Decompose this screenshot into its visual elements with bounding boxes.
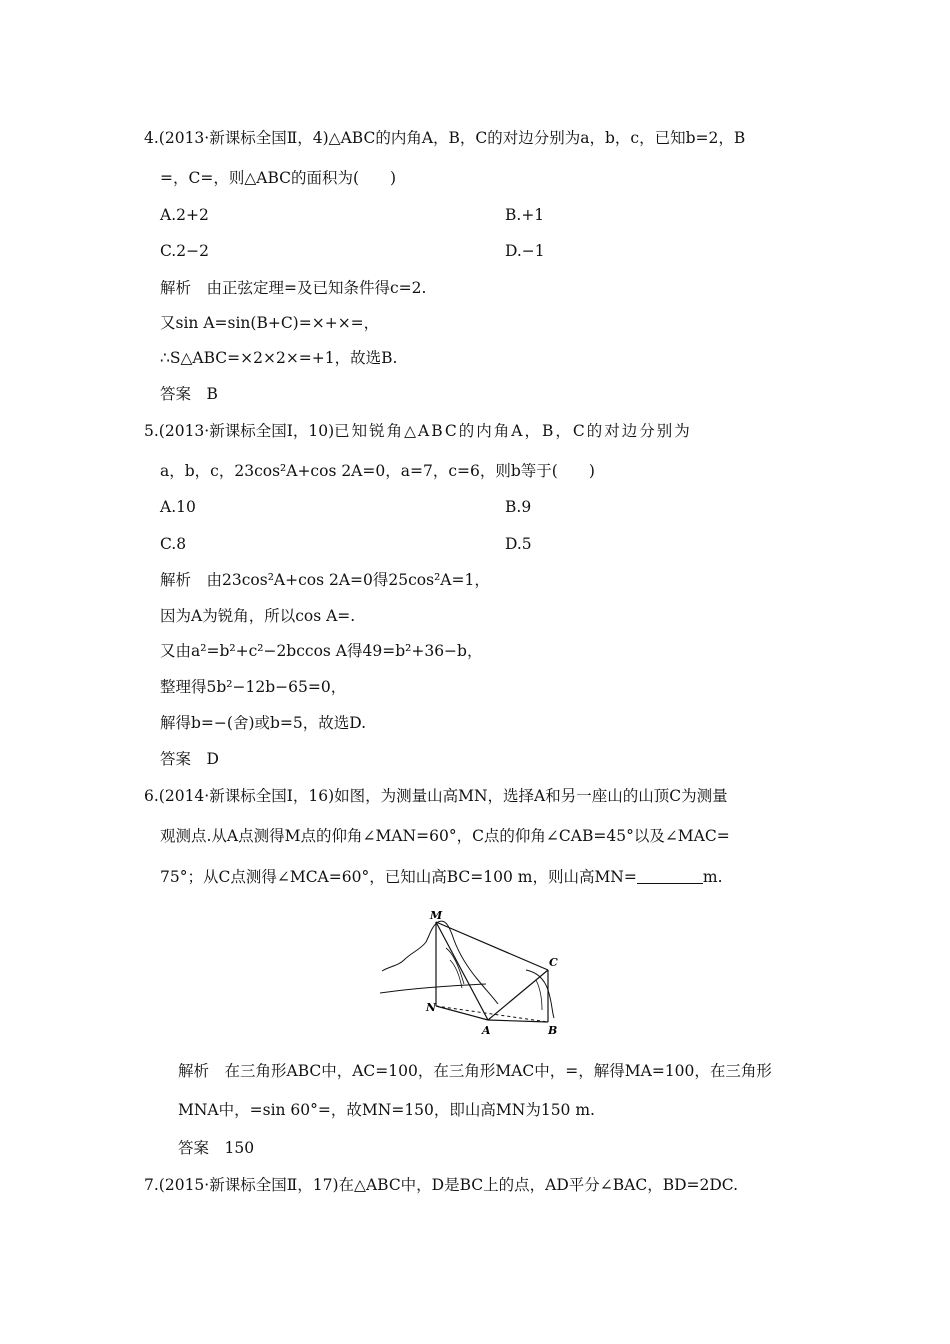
problem-5-answer: 答案 D — [160, 750, 219, 768]
problem-4-solution-line-3: ∴S△ABC=×2×2×=+1，故选B. — [160, 349, 398, 367]
problem-7-stem-text-1: 在△ABC中，D是BC上的点，AD平分∠BAC，BD=2DC. — [338, 1176, 739, 1194]
problem-6-source: (2014·新课标全国Ⅰ，16) — [158, 787, 335, 805]
problem-5-stem-text-1: 已知锐角△ABC的内角A，B，C的对边分别为 — [334, 422, 692, 440]
problem-4-stem-line-1 — [144, 128, 745, 148]
problem-4-option-b: B.+1 — [505, 206, 545, 224]
left-mountain-ridge-2 — [450, 960, 462, 988]
problem-7-number: 7. — [144, 1176, 159, 1194]
problem-4-stem-text-1: △ABC的内角A，B，C的对边分别为a，b，c，已知b=2，B — [328, 129, 746, 147]
problem-5-option-b: B.9 — [505, 498, 532, 516]
problem-6-number: 6. — [144, 787, 159, 805]
label-b: B — [548, 1024, 558, 1037]
problem-5-solution-line-4: 整理得5b²−12b−65=0， — [160, 678, 347, 696]
problem-5-stem-line-1 — [144, 421, 692, 441]
problem-5-solution-line-3: 又由a²=b²+c²−2bccos A得49=b²+36−b， — [160, 642, 483, 660]
problem-5-stem-line-2: a，b，c，23cos²A+cos 2A=0，a=7，c=6，则b等于( ) — [160, 462, 595, 480]
left-mountain-ridge — [446, 948, 464, 984]
problem-7-stem-line-1 — [144, 1175, 738, 1195]
label-n: N — [426, 1001, 437, 1014]
problem-6-stem-text-1: 如图，为测量山高MN，选择A和另一座山的山顶C为测量 — [334, 787, 728, 805]
problem-5-solution-line-2: 因为A为锐角，所以cos A=. — [160, 607, 356, 625]
problem-4-source: (2013·新课标全国Ⅱ，4) — [158, 129, 329, 147]
problem-4-solution-line-1: 解析 由正弦定理=及已知条件得c=2. — [160, 279, 427, 297]
problem-5-number: 5. — [144, 422, 159, 440]
mountain-figure — [376, 908, 566, 1038]
problem-4-number: 4. — [144, 129, 159, 147]
segment-na — [436, 1006, 488, 1020]
problem-5-solution-line-5: 解得b=−(舍)或b=5，故选D. — [160, 714, 367, 732]
label-m: M — [430, 909, 443, 922]
label-a: A — [482, 1024, 491, 1037]
problem-4-option-a: A.2+2 — [160, 206, 209, 224]
problem-4-option-d: D.−1 — [505, 242, 545, 260]
problem-5-option-c: C.8 — [160, 535, 187, 553]
segment-ma — [436, 922, 488, 1020]
problem-4-solution-line-2: 又sin A=sin(B+C)=×+×=， — [160, 314, 380, 332]
problem-6-stem-line-1 — [144, 786, 728, 806]
problem-6-unit: m. — [702, 868, 723, 886]
problem-6-solution-line-2: MNA中，=sin 60°=，故MN=150，即山高MN为150 m. — [178, 1101, 595, 1119]
problem-4-stem-line-2: =，C=，则△ABC的面积为( ) — [160, 169, 397, 187]
problem-6-answer: 答案 150 — [178, 1139, 255, 1157]
problem-4-answer: 答案 B — [160, 385, 218, 403]
problem-5-option-a: A.10 — [160, 498, 196, 516]
problem-6-solution-line-1: 解析 在三角形ABC中，AC=100，在三角形MAC中，=，解得MA=100，在三角形 — [178, 1062, 772, 1080]
problem-4-option-c: C.2−2 — [160, 242, 209, 260]
problem-5-option-d: D.5 — [505, 535, 532, 553]
problem-5-source: (2013·新课标全国Ⅰ，10) — [158, 422, 335, 440]
mountain-diagram — [376, 908, 566, 1038]
problem-6-stem-line-2: 观测点.从A点测得M点的仰角∠MAN=60°，C点的仰角∠CAB=45°以及∠MAC= — [160, 827, 730, 845]
label-c: C — [549, 956, 558, 969]
left-mountain-outline — [382, 921, 498, 1004]
problem-5-solution-line-1: 解析 由23cos²A+cos 2A=0得25cos²A=1， — [160, 571, 490, 589]
segment-ac — [488, 970, 548, 1020]
problem-6-stem-text-3: 75°；从C点测得∠MCA=60°，已知山高BC=100 m，则山高MN= — [160, 868, 637, 886]
right-mountain-ridge — [536, 980, 542, 1010]
answer-blank[interactable] — [637, 869, 703, 884]
problem-7-source: (2015·新课标全国Ⅱ，17) — [158, 1176, 339, 1194]
problem-6-stem-line-3 — [160, 867, 723, 887]
